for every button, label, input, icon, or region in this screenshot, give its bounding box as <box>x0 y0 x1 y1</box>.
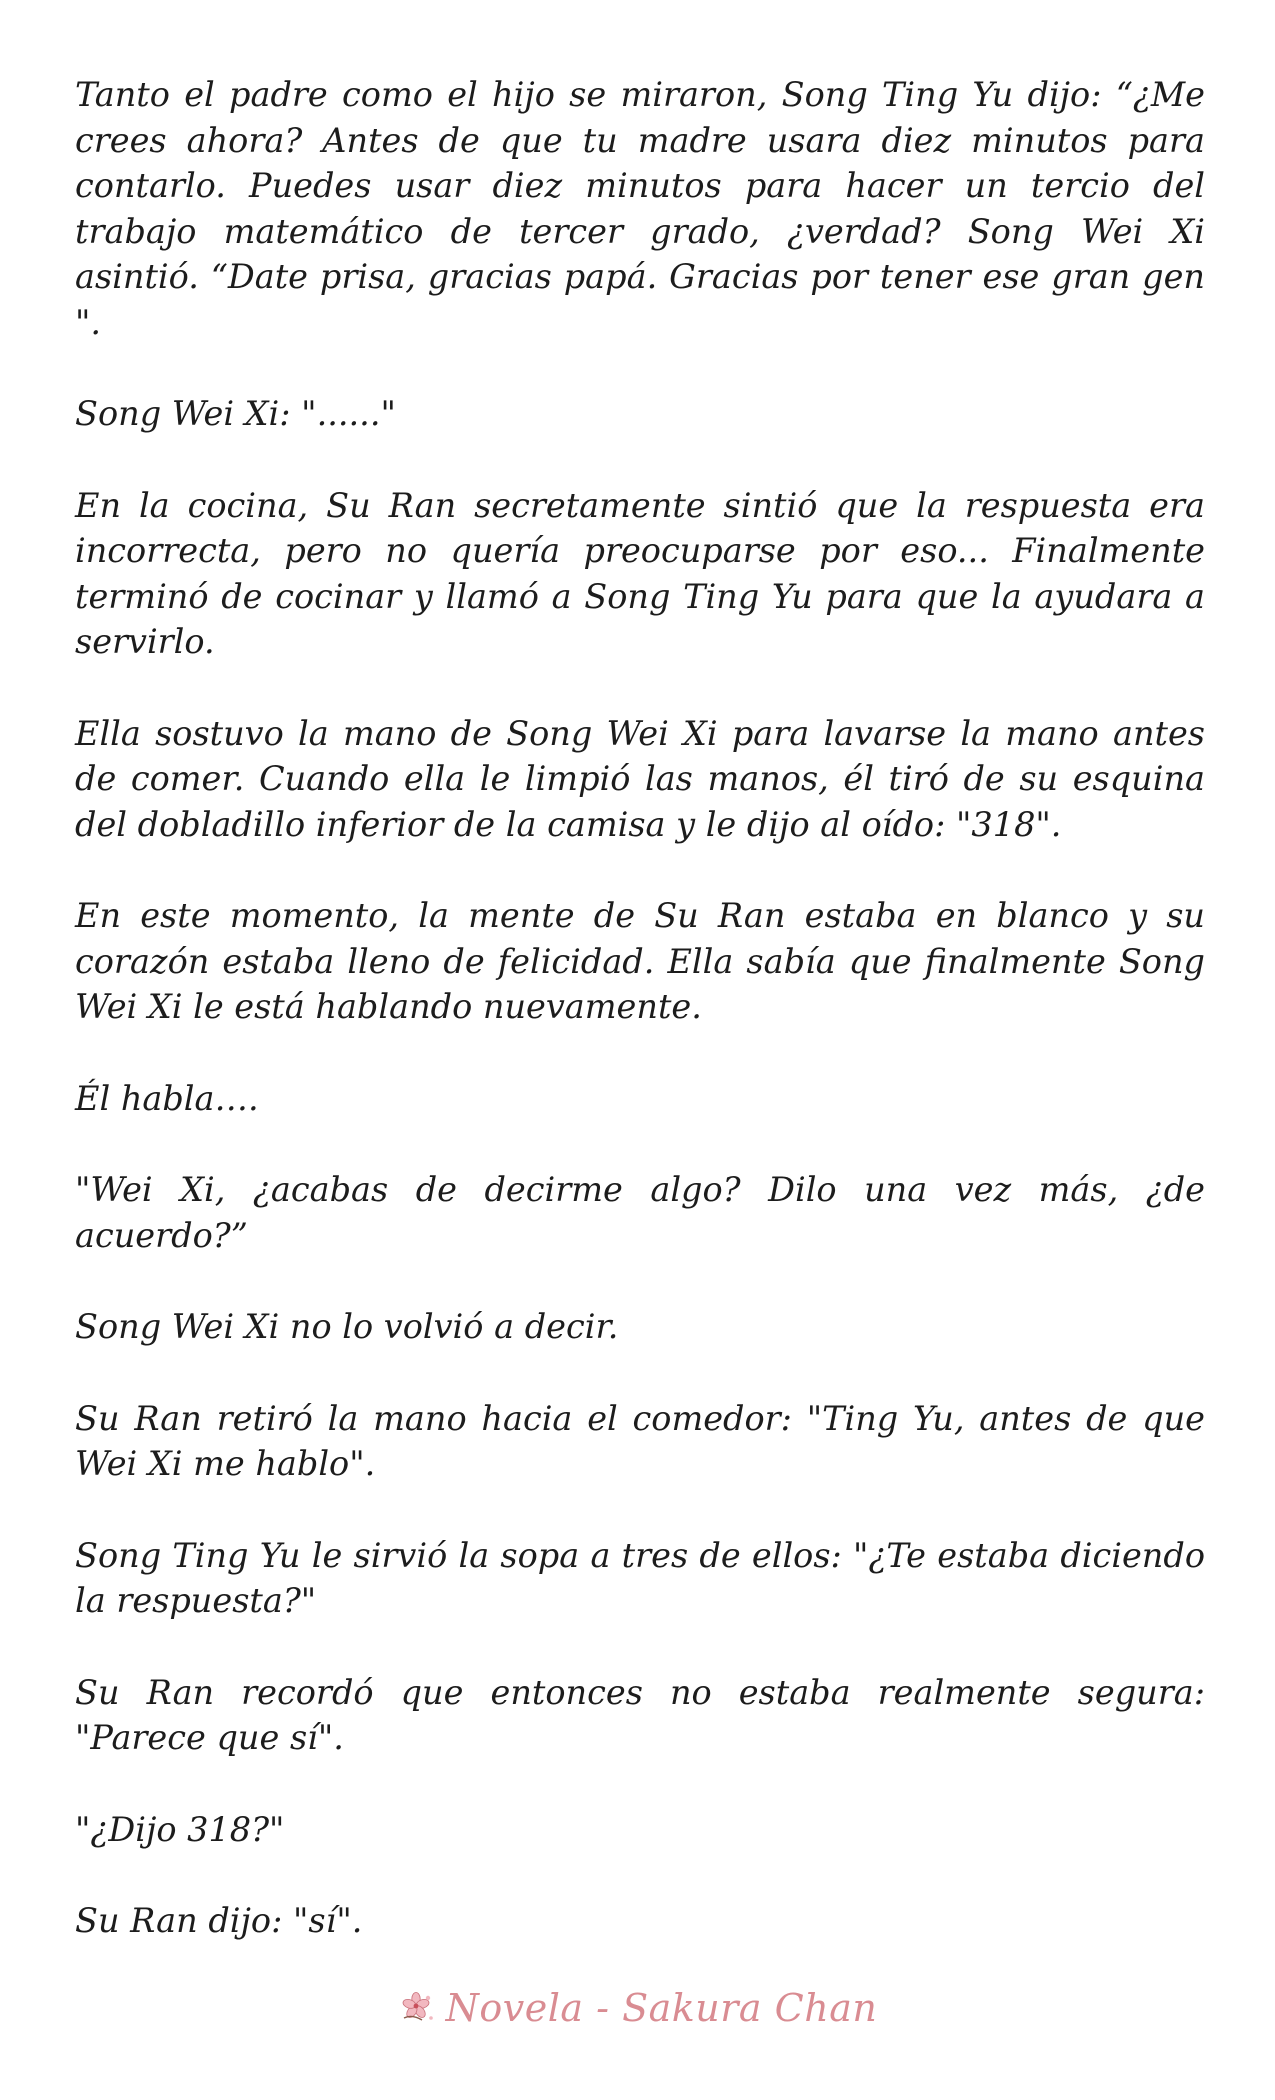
sakura-flower-icon <box>398 1988 438 2028</box>
paragraph-2: Song Wei Xi: "......" <box>75 394 396 433</box>
watermark <box>0 1978 1275 2038</box>
paragraph-10: Song Ting Yu le sirvió la sopa a tres de ellos: "¿Te estaba diciendo la respuesta?" <box>75 1535 1205 1620</box>
paragraph-4: Ella sostuvo la mano de Song Wei Xi para lavarse la mano antes de comer. Cuando ella le limpió las manos, él tiró de su esquina del dobladillo inferior de la camisa y le dijo al oído: "318". <box>75 713 1205 844</box>
watermark-text: Novela - Sakura Chan <box>445 1986 878 2030</box>
paragraph-6: Él habla…. <box>75 1078 259 1118</box>
paragraph-13: Su Ran dijo: "sí". <box>75 1901 363 1940</box>
chapter-text <box>75 72 1205 1990</box>
paragraph-1: Tanto el padre como el hijo se miraron, Song Ting Yu dijo: “¿Me crees ahora? Antes de que tu madre usara diez minutos para contarlo. Puedes usar diez minutos para hacer un tercio del trabajo matemático de tercer grado, ¿verdad? Song Wei Xi asintió. “Date prisa, gracias papá. Gracias por tener ese gran gen ". <box>75 75 1205 342</box>
paragraph-9: Su Ran retiró la mano hacia el comedor: "Ting Yu, antes de que Wei Xi me hablo". <box>75 1398 1205 1483</box>
paragraph-11: Su Ran recordó que entonces no estaba realmente segura: "Parece que sí". <box>75 1672 1205 1757</box>
paragraph-8: Song Wei Xi no lo volvió a decir. <box>75 1307 619 1346</box>
paragraph-12: "¿Dijo 318?" <box>75 1809 285 1849</box>
paragraph-7: "Wei Xi, ¿acabas de decirme algo? Dilo una vez más, ¿de acuerdo?” <box>75 1170 1205 1255</box>
paragraph-5: En este momento, la mente de Su Ran estaba en blanco y su corazón estaba lleno de felicidad. Ella sabía que finalmente Song Wei Xi le está hablando nuevamente. <box>75 896 1205 1026</box>
paragraph-3: En la cocina, Su Ran secretamente sintió que la respuesta era incorrecta, pero no quería preocuparse por eso... Finalmente terminó de cocinar y llamó a Song Ting Yu para que la ayudara a servirlo. <box>75 485 1205 661</box>
